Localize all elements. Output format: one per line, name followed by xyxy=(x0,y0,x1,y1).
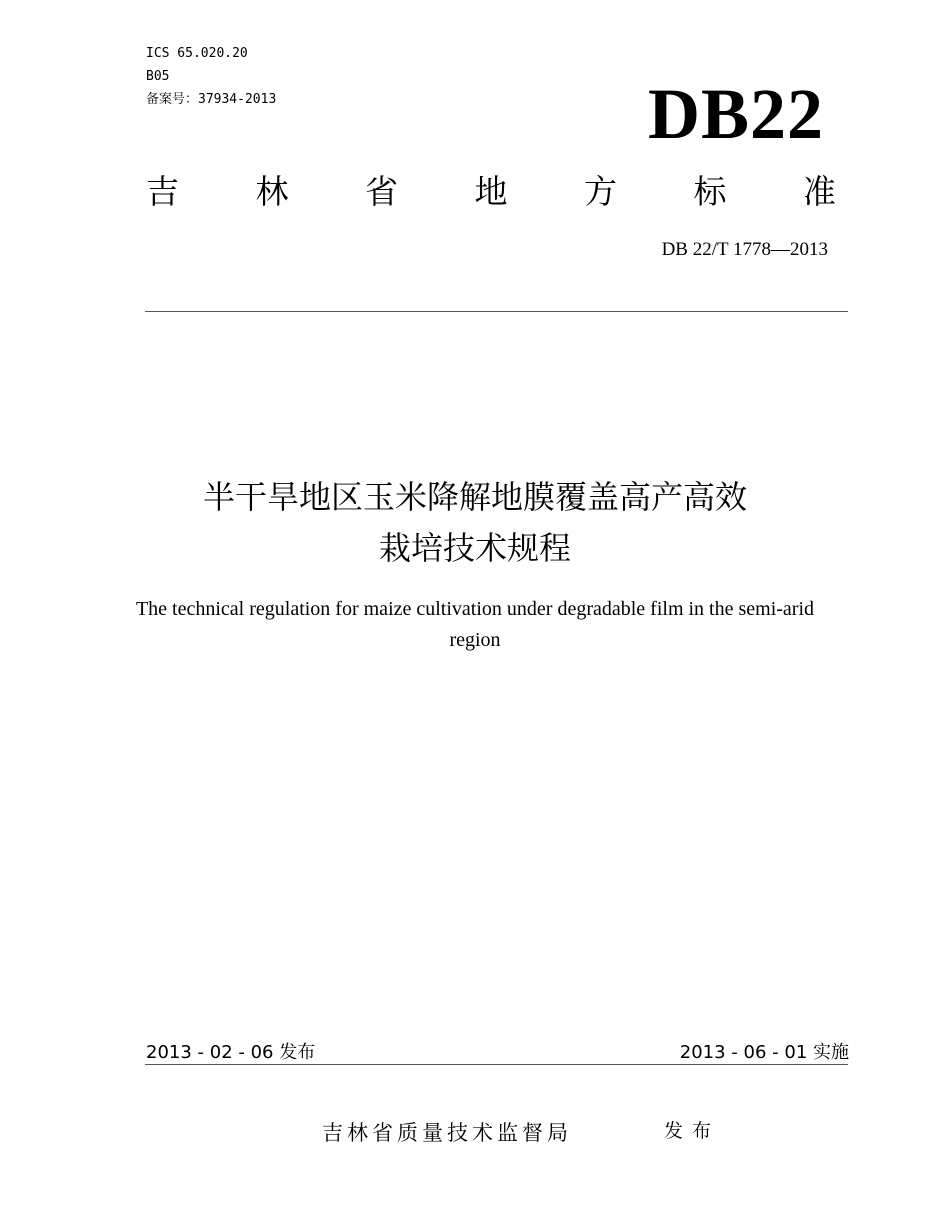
standard-type-char: 吉 xyxy=(146,172,179,211)
standard-type-char: 准 xyxy=(803,172,836,211)
bottom-divider xyxy=(145,1064,848,1065)
ics-code: ICS 65.020.20 xyxy=(146,46,248,61)
standard-type-char: 地 xyxy=(474,172,508,211)
standard-number: DB 22/T 1778—2013 xyxy=(661,239,828,260)
db-mark: DB22 xyxy=(647,74,824,154)
title-chinese xyxy=(95,472,855,574)
publisher-name: 吉林省质量技术监督局 xyxy=(322,1121,572,1145)
title-chinese-line-2: 栽培技术规程 xyxy=(378,529,571,567)
implementation-date: 2013 - 06 - 01 实施 xyxy=(679,1042,849,1063)
standard-type-char: 方 xyxy=(584,172,617,211)
classification-code: B05 xyxy=(146,69,170,84)
publish-label: 发布 xyxy=(664,1120,721,1142)
standard-type-heading xyxy=(146,170,836,214)
standard-type-char: 省 xyxy=(365,172,398,211)
top-divider xyxy=(145,311,848,312)
title-chinese-line-1: 半干旱地区玉米降解地膜覆盖高产高效 xyxy=(202,478,747,516)
release-date: 2013 - 02 - 06 发布 xyxy=(146,1042,316,1063)
standard-type-char: 标 xyxy=(693,172,727,211)
standard-type-char: 林 xyxy=(255,172,289,211)
registration-number: 备案号：37934-2013 xyxy=(146,92,277,107)
title-english: The technical regulation for maize cultivation under degradable film in the semi-arid region xyxy=(135,598,815,651)
